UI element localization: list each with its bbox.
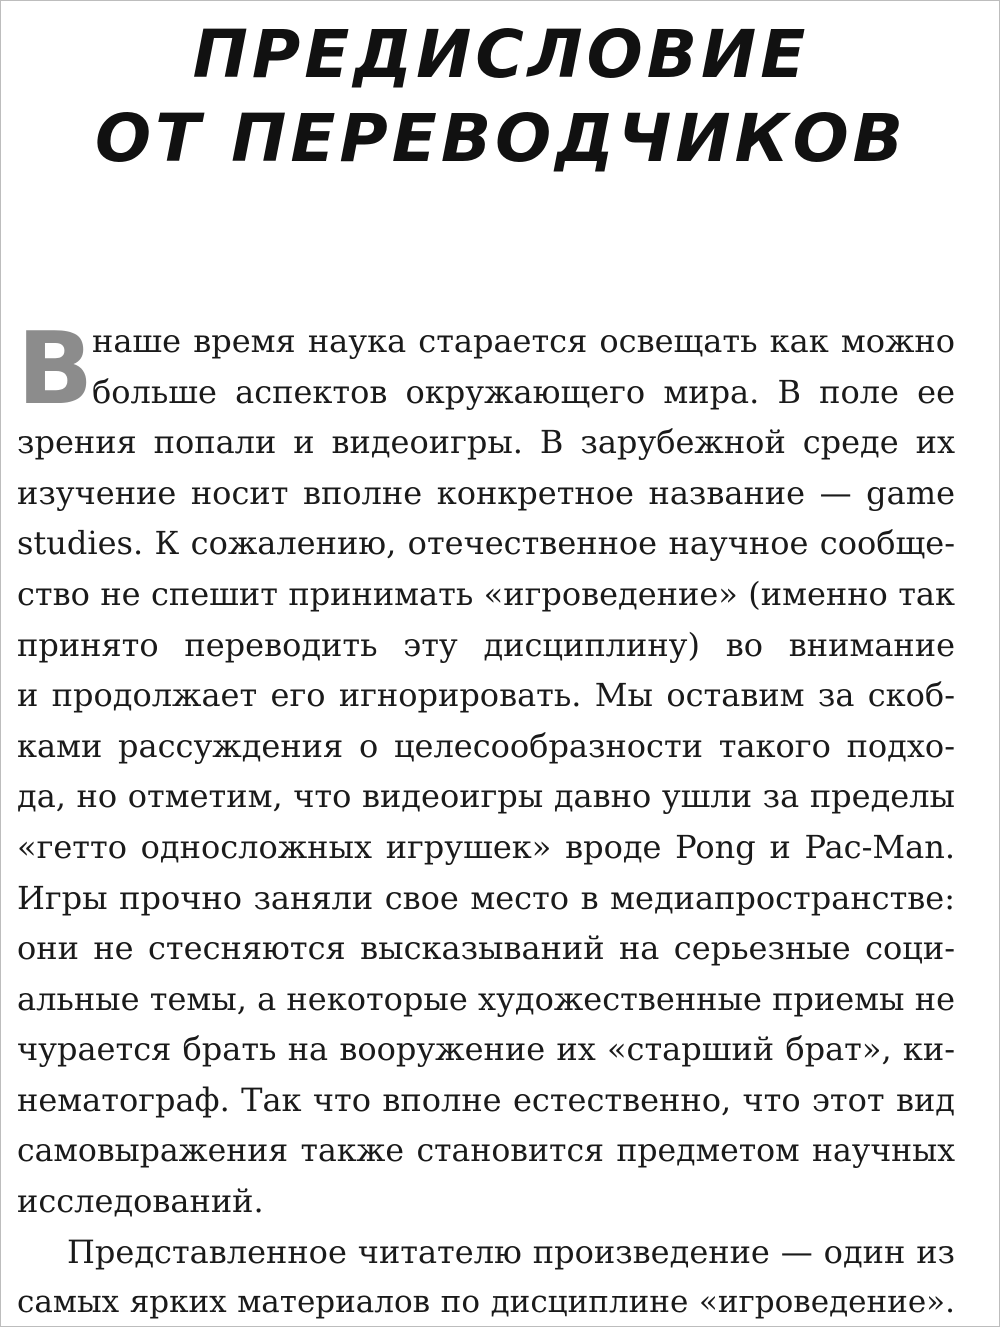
text-line: и продолжает его игнорировать. Мы оставим за скоб- (17, 676, 955, 715)
paragraph-1 (17, 310, 955, 1227)
paragraph-2 (17, 1227, 955, 1328)
text-line: ство не спешит принимать «игроведение» (именно так (17, 574, 955, 613)
text-line: изучение носит вполне конкретное название — game (17, 473, 955, 512)
text-line: больше аспектов окружающего мира. В поле ее (92, 372, 955, 411)
drop-cap: В (17, 310, 94, 427)
text-line: нематограф. Так что вполне естественно, что этот вид (17, 1080, 955, 1119)
text-line: ками рассуждения о целесообразности такого подхо- (17, 726, 955, 765)
text-line: исследований. (17, 1182, 264, 1221)
chapter-title-line-2: ОТ ПЕРЕВОДЧИКОВ (94, 100, 907, 177)
text-line: наше время наука старается освещать как можно (92, 322, 955, 360)
text-line: да, но отметим, что видеоигры давно ушли за пределы (17, 777, 955, 816)
text-line: «гетто односложных игрушек» вроде Pong и Pac-Man. (17, 827, 955, 866)
text-line: Игры прочно заняли свое место в медиапространстве: (17, 878, 955, 917)
chapter-title-line-1: ПРЕДИСЛОВИЕ (192, 16, 810, 93)
text-line: принято переводить эту дисциплину) во внимание (17, 625, 955, 664)
body-text (17, 310, 955, 1328)
text-line: альные темы, а некоторые художественные приемы не (17, 979, 955, 1018)
text-line: чурается брать на вооружение их «старший брат», ки- (17, 1030, 955, 1069)
text-line: studies. К сожалению, отечественное научное сообще- (17, 524, 955, 563)
text-line: они не стесняются высказываний на серьезные соци- (17, 929, 955, 968)
text-line: Представленное читателю произведение — один из (67, 1232, 955, 1271)
text-line: зрения попали и видеоигры. В зарубежной среде их (17, 423, 955, 462)
chapter-title (1, 13, 1000, 181)
text-line: самых ярких материалов по дисциплине «игроведение». (17, 1284, 955, 1321)
text-line: самовыражения также становится предметом научных (17, 1132, 955, 1169)
